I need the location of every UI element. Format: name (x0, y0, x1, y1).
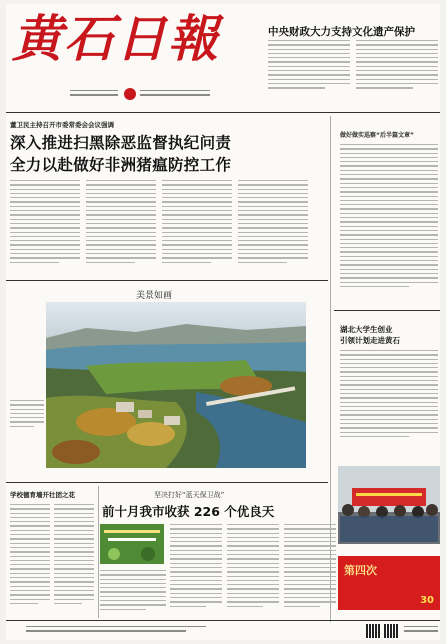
landscape-photo (46, 302, 306, 468)
right-body-1 (340, 144, 438, 294)
right-headline-2 (340, 324, 438, 346)
masthead-meta-right (140, 90, 220, 99)
masthead (6, 4, 440, 114)
green-poster (100, 524, 164, 564)
bottom-rule (6, 482, 328, 483)
ad-title: 第四次 (344, 564, 377, 577)
landscape-photo-image (46, 302, 306, 468)
lead-kicker: 董卫民主持召开市委常委会会议强调 (10, 121, 114, 129)
footer-text-right (404, 626, 438, 635)
top-story-headline: 中央财政大力支持文化遗产保护 (268, 26, 415, 38)
masthead-logo-icon (124, 88, 136, 100)
section-rule (6, 280, 328, 281)
footer-text (26, 626, 206, 635)
photo-title: 美景如画 (136, 291, 173, 301)
masthead-rule (6, 112, 440, 113)
bottom-divider (98, 486, 99, 618)
bottom-body (170, 524, 336, 616)
bottom-left-body (10, 504, 96, 616)
green-poster-image (100, 524, 164, 564)
footer (6, 622, 440, 640)
advertisement (338, 556, 440, 610)
right-headline-2-line1: 湖北大学生创业 (340, 325, 393, 334)
bottom-kicker: 坚决打好“蓝天保卫战” (154, 491, 225, 499)
lead-title-line1: 深入推进扫黑除恶监督执纪问责 (10, 134, 232, 152)
lead-title-line2: 全力以赴做好非洲猪瘟防控工作 (10, 156, 232, 174)
photo-caption (10, 400, 44, 430)
right-body-2 (340, 350, 438, 446)
lead-body (10, 180, 308, 272)
bottom-title: 前十月我市收获 226 个优良天 (102, 504, 275, 519)
top-story-text (268, 40, 438, 98)
newspaper-page (6, 4, 440, 640)
ad-number: 30 (420, 595, 434, 606)
event-photo-image (338, 466, 440, 544)
qr-code-icon (366, 624, 380, 638)
right-rule-1 (334, 310, 440, 311)
footer-rule (6, 620, 440, 621)
masthead-title: 黄石日報 (12, 9, 220, 68)
qr-code-icon-2 (384, 624, 398, 638)
bottom-body-left (100, 570, 166, 616)
right-headline-1: 做好做实巡察“后半篇文章” (340, 132, 414, 139)
right-headline-2-line2: 引领计划走进黄石 (340, 336, 400, 345)
event-photo (338, 466, 440, 544)
bottom-left-headline: 学校德育墙开壮团之花 (10, 491, 75, 499)
